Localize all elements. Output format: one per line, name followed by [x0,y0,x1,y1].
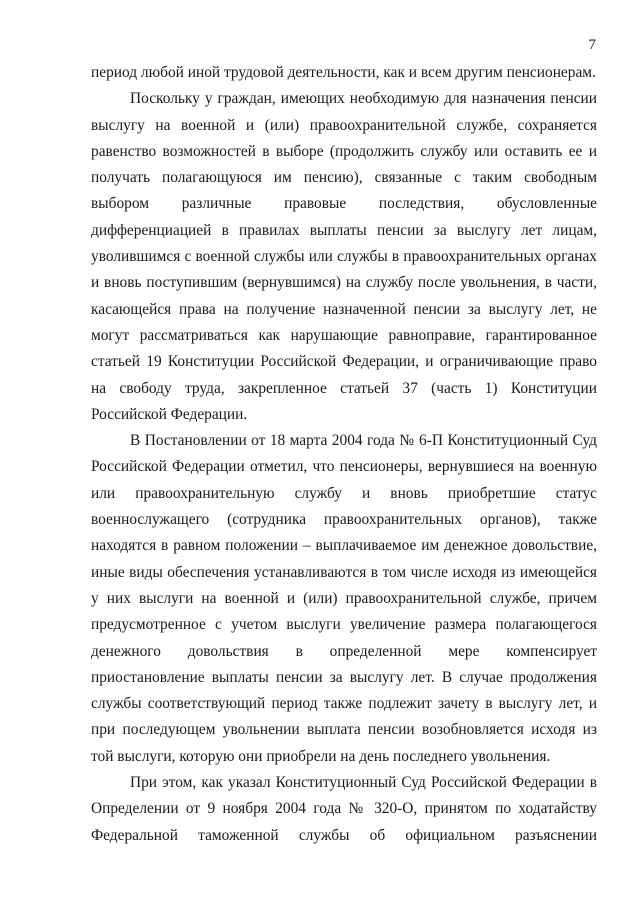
page-number: 7 [588,37,596,53]
paragraph: Поскольку у граждан, имеющих необходимую для назначения пенсии выслугу на военной и (или) правоохранительной службе, сохраняется равенство возможностей в выборе (продолжить службу или оставить ее и получать полагающуюся им пенсию), связанные с таким свободным выбором различные правовые последствия, обусловленные дифференциацией в правилах выплаты пенсии за выслугу лет лицам, уволившимся с военной службы или службы в правоохранительных органах и вновь поступившим (вернувшимся) на службу после увольнения, в части, касающейся права на получение назначенной пенсии за выслугу лет, не могут рассматриваться как нарушающие равноправие, гарантированное статьей 19 Конституции Российской Федерации, и ограничивающие право на свободу труда, закрепленное статьей 37 (часть 1) Конституции Российской Федерации. [91,90,597,423]
paragraph-continuation: период любой иной трудовой деятельности, как и всем другим пенсионерам. [91,64,596,81]
document-body [91,60,597,849]
paragraph: При этом, как указал Конституционный Суд Российской Федерации в Определении от 9 ноября 2004 года № 320-О, принятом по ходатайству Федеральной таможенной службы об официальном разъяснении [91,774,597,844]
paragraph: В Постановлении от 18 марта 2004 года № 6-П Конституционный Суд Российской Федерации отметил, что пенсионеры, вернувшиеся на военную или правоохранительную службу и вновь приобретшие статус военнослужащего (сотрудника правоохранительных органов), также находятся в равном положении – выплачиваемое им денежное довольствие, иные виды обеспечения устанавливаются в том числе исходя из имеющейся у них выслуги на военной и (или) правоохранительной службе, причем предусмотренное с учетом выслуги увеличение размера полагающегося денежного довольствия в определенной мере компенсирует приостановление выплаты пенсии за выслугу лет. В случае продолжения службы соответствующий период также подлежит зачету в выслугу лет, и при последующем увольнении выплата пенсии возобновляется исходя из той выслуги, которую они приобрели на день последнего увольнения. [91,432,597,765]
